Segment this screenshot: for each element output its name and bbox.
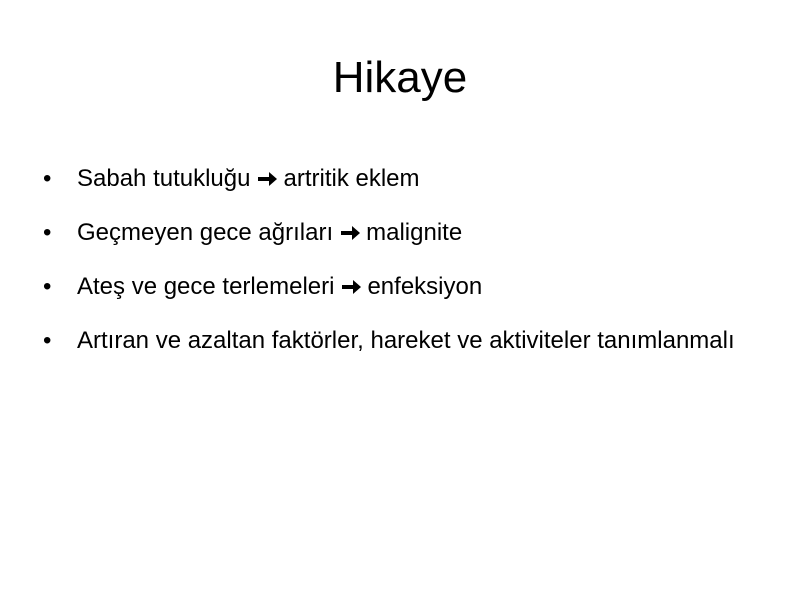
slide-title: Hikaye bbox=[332, 53, 468, 102]
bullet-text-after: enfeksiyon bbox=[367, 273, 483, 300]
bullet-list bbox=[40, 158, 760, 374]
bullet-text-after: malignite bbox=[366, 219, 463, 246]
bullet-text-before: Sabah tutukluğu bbox=[77, 165, 251, 192]
bullet-item-4 bbox=[40, 320, 760, 361]
bullet-item-3 bbox=[40, 266, 760, 307]
bullet-text-after: artritik eklem bbox=[283, 165, 420, 192]
right-arrow-icon bbox=[339, 224, 361, 242]
bullet-text: Artıran ve azaltan faktörler, hareket ve aktiviteler tanımlanmalı bbox=[77, 327, 735, 354]
bullet-item-2 bbox=[40, 212, 760, 253]
bullet-dot-icon: • bbox=[43, 165, 52, 192]
bullet-dot-icon: • bbox=[43, 219, 52, 246]
bullet-text-before: Ateş ve gece terlemeleri bbox=[77, 273, 335, 300]
bullet-text-before: Geçmeyen gece ağrıları bbox=[77, 219, 334, 246]
bullet-dot-icon: • bbox=[43, 327, 52, 354]
bullet-item-1 bbox=[40, 158, 760, 199]
right-arrow-icon bbox=[256, 170, 278, 188]
right-arrow-icon bbox=[340, 278, 362, 296]
bullet-dot-icon: • bbox=[43, 273, 52, 300]
